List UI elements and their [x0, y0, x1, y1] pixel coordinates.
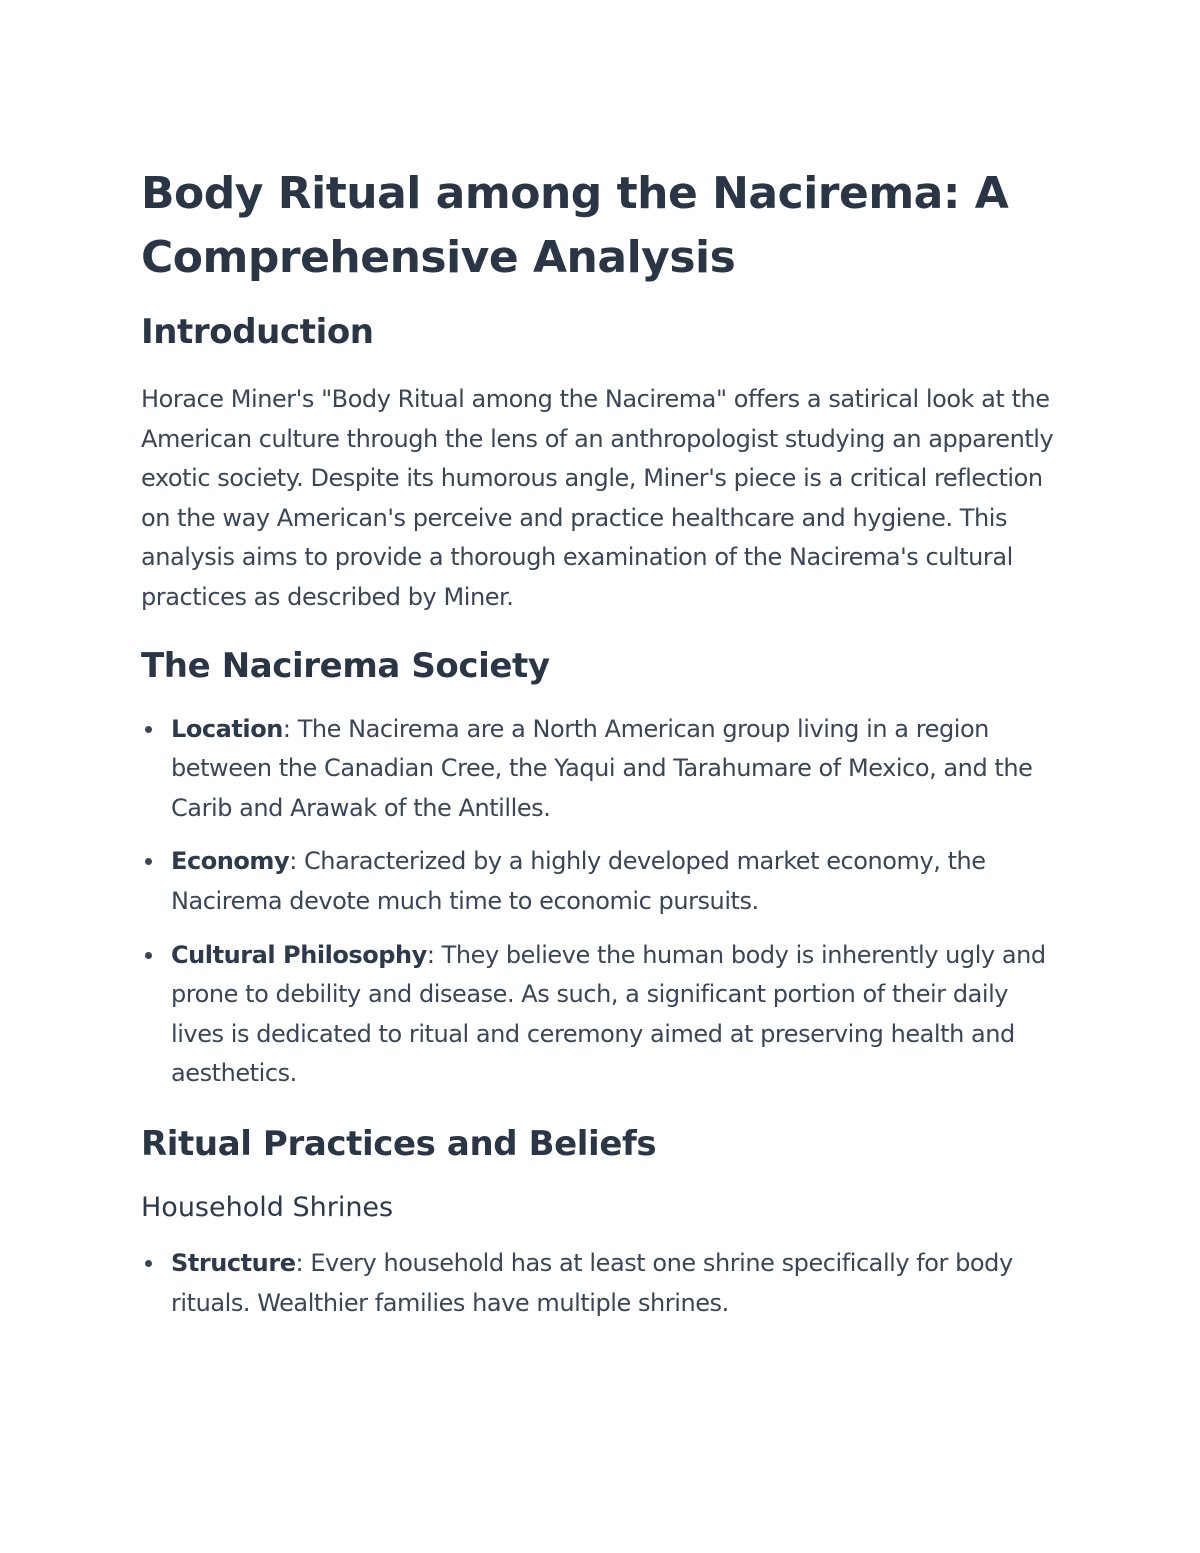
list-item-text: : Characterized by a highly developed market economy, the Nacirema devote much time to economic pursuits.: [171, 847, 986, 915]
rituals-heading: Ritual Practices and Beliefs: [141, 1123, 657, 1164]
list-item: [141, 842, 1061, 921]
bullet-icon: [145, 858, 152, 865]
list-item: [141, 1244, 1061, 1323]
shrines-subheading: Household Shrines: [141, 1191, 394, 1223]
list-item-text: : The Nacirema are a North American group living in a region between the Canadian Cree, the Yaqui and Tarahumare of Mexico, and the Carib and Arawak of the Antilles.: [171, 714, 1033, 822]
list-item-text: : Every household has at least one shrine specifically for body rituals. Wealthier families have multiple shrines.: [171, 1248, 1013, 1317]
bullet-icon: [145, 1260, 152, 1267]
document-page: [141, 162, 1061, 1323]
list-item-text: : They believe the human body is inherently ugly and prone to debility and disease. As such, a significant portion of their daily lives is dedicated to ritual and ceremony aimed at preserving health and aesthetics.: [171, 940, 1046, 1088]
bullet-icon: [145, 726, 152, 733]
society-heading: The Nacirema Society: [141, 645, 550, 686]
list-item-term: Location: [171, 714, 283, 743]
list-item: [141, 710, 1061, 829]
shrines-list: [141, 1244, 1061, 1323]
list-item-term: Structure: [171, 1248, 296, 1277]
society-list: [141, 710, 1061, 1094]
introduction-heading: Introduction: [141, 312, 374, 352]
list-item-term: Cultural Philosophy: [171, 940, 427, 969]
document-title: Body Ritual among the Nacirema: A Comprehensive Analysis: [141, 168, 1009, 283]
introduction-paragraph: Horace Miner's "Body Ritual among the Nacirema" offers a satirical look at the American culture through the lens of an anthropologist studying an apparently exotic society. Despite its humorous angle, Miner's piece is a critical reflection on the way American's perceive and practice healthcare and hygiene. This analysis aims to provide a thorough examination of the Nacirema's cultural practices as described by Miner.: [141, 385, 1054, 611]
list-item-term: Economy: [171, 847, 290, 876]
list-item: [141, 936, 1061, 1094]
bullet-icon: [145, 952, 152, 959]
